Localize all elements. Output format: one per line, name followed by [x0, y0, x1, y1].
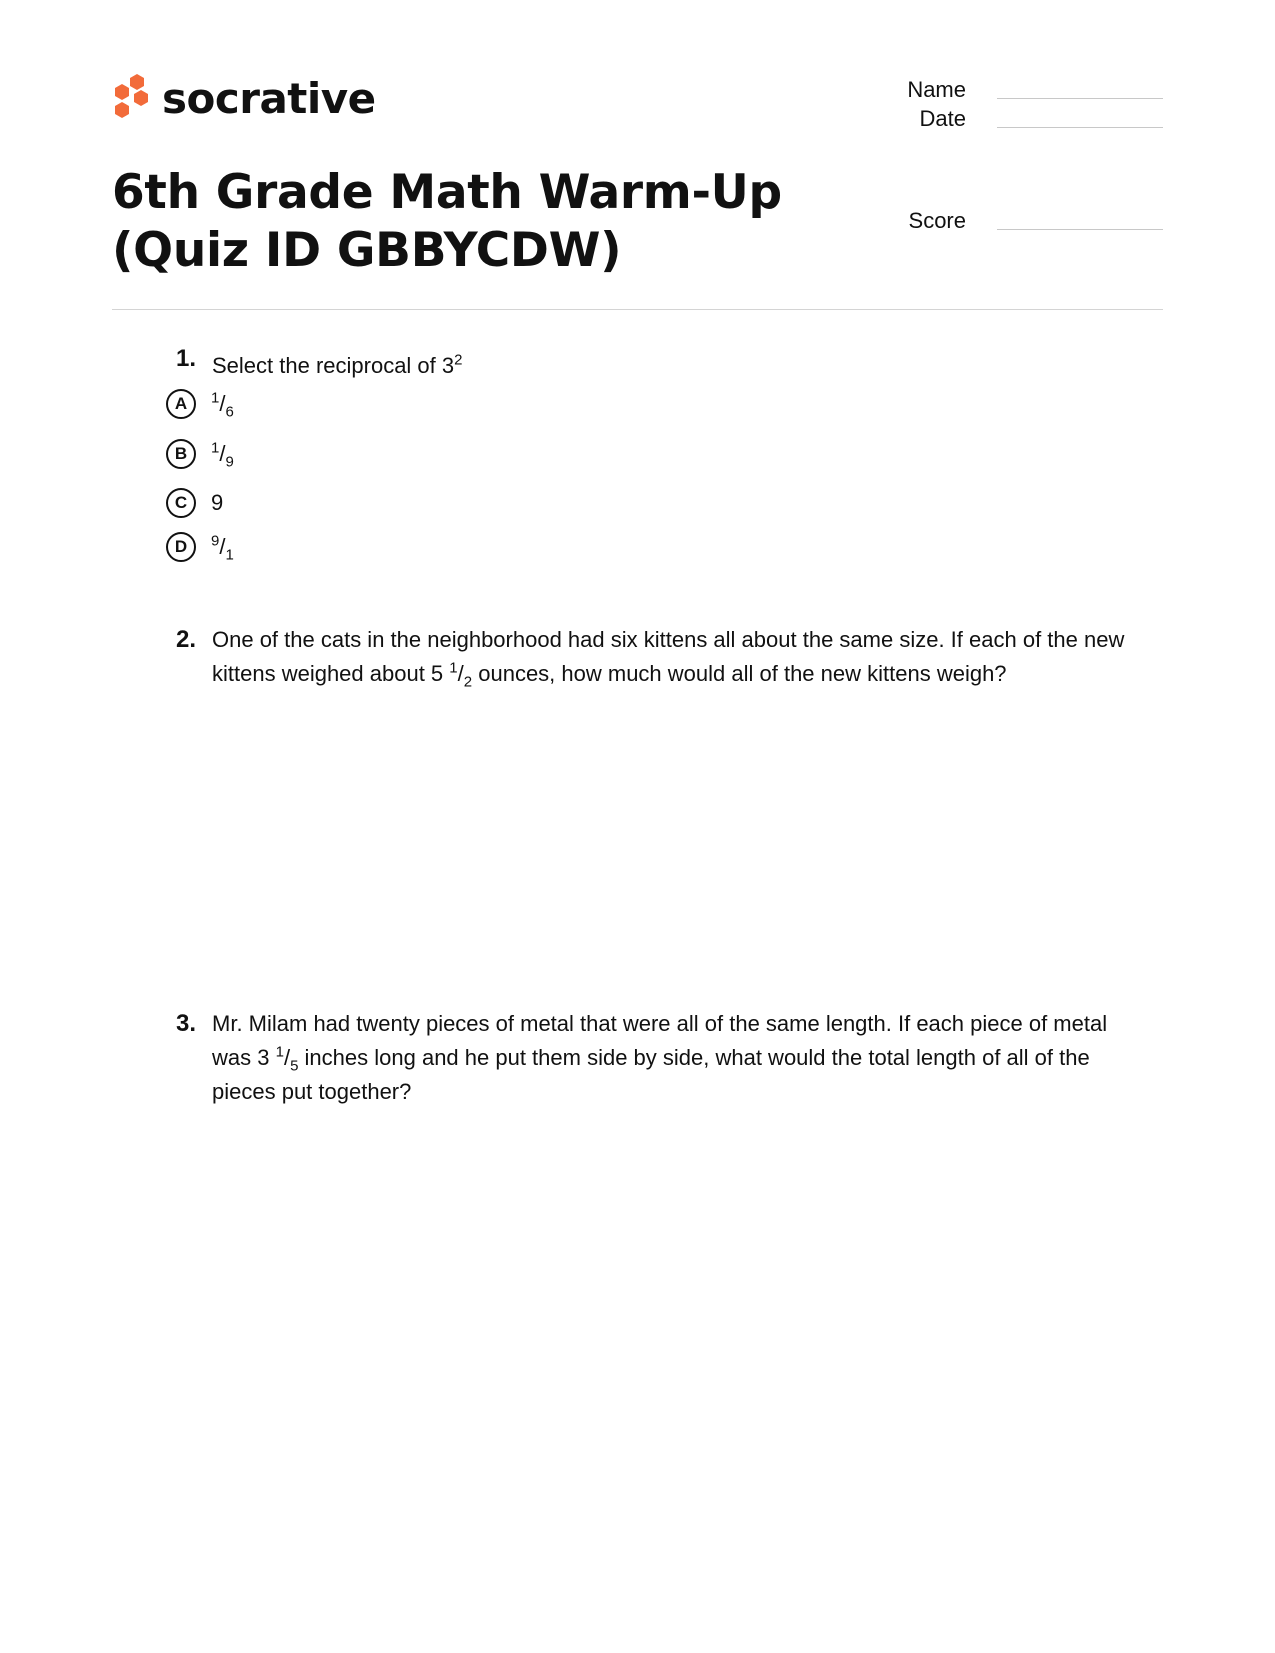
- question-3-text: [212, 1007, 1152, 1109]
- option-a[interactable]: [166, 389, 466, 425]
- question-1-number: 1.: [175, 345, 196, 372]
- question-3-number: 3.: [175, 1010, 196, 1037]
- question-2-line-2-end: ounces, how much would all of the new kittens weigh?: [478, 661, 1007, 686]
- option-d[interactable]: [166, 532, 466, 568]
- question-2-line-2-start: kittens weighed about 5: [212, 661, 444, 686]
- question-3-line-3: pieces put together?: [212, 1079, 412, 1104]
- question-2-denominator: 2: [463, 673, 473, 691]
- question-2-line-1: One of the cats in the neighborhood had six kittens all about the same size. If each of the new: [212, 627, 1125, 652]
- question-3-answer-space[interactable]: [212, 1120, 1152, 1560]
- question-1-text: [212, 349, 1152, 383]
- page-title: 6th Grade Math Warm-Up (Quiz ID GBBYCDW): [112, 165, 782, 278]
- question-2-line-2: kittens weighed about 5 $^1/_2$ ounces, how much would all of the new kittens weigh?: [212, 659, 1007, 691]
- socrative-hexagon-icon: [112, 72, 152, 124]
- question-3-line-1: Mr. Milam had twenty pieces of metal that were all of the same length. If each piece of metal: [212, 1011, 1108, 1036]
- option-b-denominator: 9: [225, 453, 234, 471]
- option-b-bubble[interactable]: B: [166, 439, 196, 469]
- question-3-numerator: 1: [275, 1043, 284, 1061]
- score-label: Score: [908, 208, 966, 233]
- option-b-text: $^1/_9$: [211, 439, 234, 471]
- question-3-line-2-start: was 3: [212, 1045, 270, 1070]
- question-2-answer-space[interactable]: [212, 700, 1152, 980]
- question-3-line-2-end: inches long and he put them side by side, what would the total length of all of the: [304, 1045, 1090, 1070]
- option-a-text: $^1/_6$: [211, 389, 234, 421]
- name-label: Name: [907, 77, 966, 102]
- option-a-denominator: 6: [225, 403, 234, 421]
- question-3-line-2: was 3 $^1/_5$ inches long and he put them side by side, what would the total length of all of the: [212, 1043, 1090, 1075]
- question-3-denominator: 5: [290, 1057, 299, 1075]
- socrative-logo: [112, 72, 376, 124]
- option-d-bubble[interactable]: D: [166, 532, 196, 562]
- name-line[interactable]: [997, 98, 1163, 99]
- option-d-text: $^9/_1$: [211, 532, 234, 564]
- option-b[interactable]: [166, 439, 466, 475]
- option-a-numerator: 1: [211, 389, 220, 407]
- header-divider: [112, 309, 1163, 310]
- option-a-bubble[interactable]: A: [166, 389, 196, 419]
- date-label: Date: [919, 106, 966, 131]
- option-d-denominator: 1: [225, 546, 234, 564]
- option-b-numerator: 1: [211, 439, 220, 457]
- question-2-number: 2.: [175, 626, 196, 653]
- question-1-prompt: Select the reciprocal of 3: [212, 353, 455, 378]
- question-1-exponent: 2: [454, 351, 463, 369]
- date-line[interactable]: [997, 127, 1163, 128]
- question-2-text: [212, 623, 1152, 691]
- option-c-text: 9: [211, 490, 224, 515]
- option-c-bubble[interactable]: C: [166, 488, 196, 518]
- question-2-numerator: 1: [449, 659, 458, 677]
- option-c[interactable]: [166, 488, 466, 524]
- option-d-numerator: 9: [211, 532, 220, 550]
- score-line[interactable]: [997, 229, 1163, 230]
- brand-name: socrative: [162, 74, 376, 123]
